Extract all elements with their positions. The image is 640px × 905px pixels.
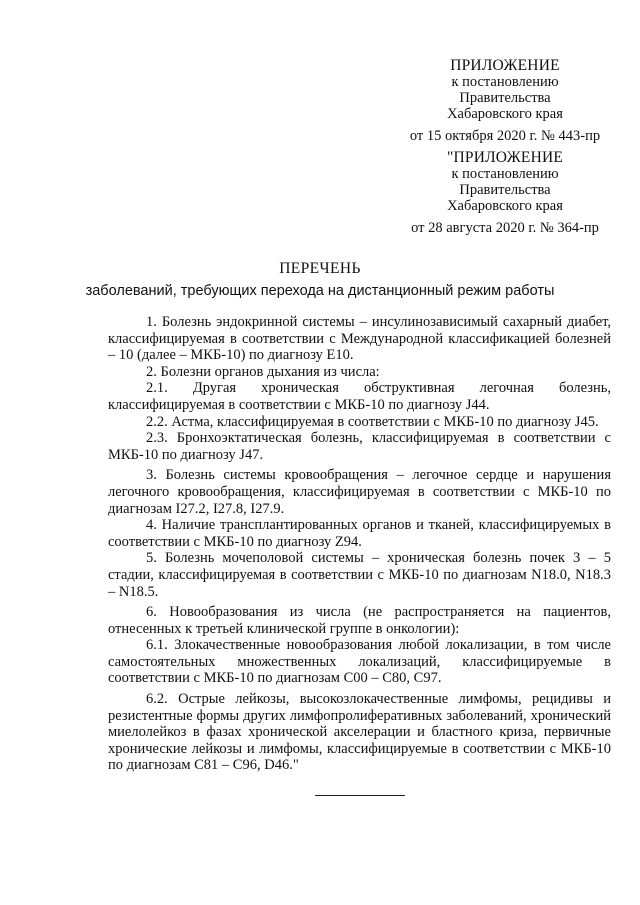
annex-heading: "ПРИЛОЖЕНИЕ <box>446 149 564 166</box>
document-title: ПЕРЕЧЕНЬ <box>279 260 361 277</box>
annex-date: от 15 октября 2020 г. № 443-пр <box>409 128 601 144</box>
list-item: 1. Болезнь эндокринной системы – инсулинозависимый сахарный диабет, классифицируемая в соответствии с Международной классификацией болезней – 10 (далее – МКБ-10) по диагнозу E10. <box>108 314 611 364</box>
list-item: 5. Болезнь мочеполовой системы – хроническая болезнь почек 3 – 5 стадии, классифицируемая в соответствии с МКБ-10 по диагнозам N18.0, N18.3 – N18.5. <box>108 550 611 600</box>
annex-line: Хабаровского края <box>447 198 563 214</box>
list-item: 6.1. Злокачественные новообразования любой локализации, в том числе самостоятельных множественных локализаций, классифицируемые в соответствии с МКБ-10 по диагнозам C00 – C80, C97. <box>108 637 611 687</box>
annex-line: к постановлению <box>451 74 559 90</box>
annex-heading: ПРИЛОЖЕНИЕ <box>450 57 560 74</box>
annex-line: Правительства <box>459 90 551 106</box>
closing-rule <box>315 795 405 796</box>
annex-header-current <box>395 58 615 144</box>
list-item: 2.2. Астма, классифицируемая в соответствии с МКБ-10 по диагнозу J45. <box>146 413 599 430</box>
annex-line: к постановлению <box>451 166 559 182</box>
document-subtitle: заболеваний, требующих перехода на дистанционный режим работы <box>85 283 555 299</box>
annex-date: от 28 августа 2020 г. № 364-пр <box>411 220 599 236</box>
list-item: 3. Болезнь системы кровообращения – легочное сердце и нарушения легочного кровообращения, классифицируемая в соответствии с МКБ-10 по диагнозам I27.2, I27.8, I27.9. <box>108 467 611 517</box>
list-item: 2.1. Другая хроническая обструктивная легочная болезнь, классифицируемая в соответствии с МКБ-10 по диагнозу J44. <box>108 380 611 413</box>
list-item: 6. Новообразования из числа (не распространяется на пациентов, отнесенных к третьей клинической группе в онкологии): <box>108 604 611 637</box>
list-item: 2. Болезни органов дыхания из числа: <box>146 363 380 380</box>
annex-line: Правительства <box>459 182 551 198</box>
annex-header-original <box>395 150 615 236</box>
list-item: 4. Наличие трансплантированных органов и тканей, классифицируемых в соответствии с МКБ-10 по диагнозу Z94. <box>108 517 611 550</box>
list-item: 6.2. Острые лейкозы, высокозлокачественные лимфомы, рецидивы и резистентные формы других лимфопролиферативных заболеваний, хронический миелолейкоз в фазах хронической акселерации и бластного криза, первичные хронические лейкозы и лимфомы, классифицируемые в соответствии с МКБ-10 по диагнозам C81 – C96, D46." <box>108 691 611 774</box>
disease-list <box>108 314 611 774</box>
annex-line: Хабаровского края <box>447 106 563 122</box>
list-item: 2.3. Бронхоэктатическая болезнь, классифицируемая в соответствии с МКБ-10 по диагнозу J47. <box>108 430 611 463</box>
